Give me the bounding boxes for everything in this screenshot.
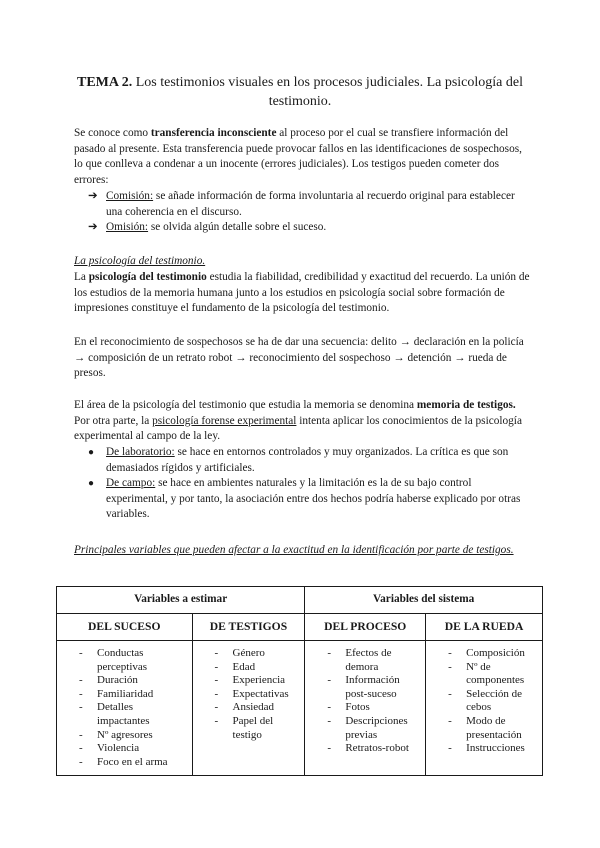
list-suceso	[57, 647, 188, 769]
cell-proceso	[305, 641, 426, 776]
dash-marker: -	[79, 742, 83, 755]
cell-rueda	[426, 641, 543, 776]
table-item-text: Familiaridad	[97, 687, 154, 700]
p3-term-bold: memoria de testigos.	[416, 399, 516, 411]
table-list-item	[57, 756, 188, 770]
dash-marker: -	[79, 674, 83, 687]
paragraph-memoria-testigos	[74, 398, 530, 445]
title-text: Los testimonios visuales en los procesos judiciales. La psicología del testimonio.	[135, 75, 523, 109]
table-list-item	[426, 661, 538, 688]
p1-text-pre: La	[74, 271, 89, 283]
p3-text-mid: Por otra parte, la	[74, 414, 153, 427]
table-item-text: Experiencia	[232, 674, 286, 687]
table-list-item	[305, 742, 421, 756]
table-list-item	[193, 647, 301, 661]
dash-marker: -	[214, 660, 219, 673]
table-item-text: Nº agresores	[97, 728, 153, 741]
group-header-estimar: Variables a estimar	[57, 587, 305, 614]
table-list-item	[426, 688, 538, 715]
p3-term-underline: psicología forense experimental	[152, 414, 297, 427]
table-list-item	[57, 674, 188, 688]
list-item-omision	[88, 220, 528, 236]
table-list-item	[57, 701, 188, 728]
table-item-text: Selección de cebos	[466, 687, 523, 714]
paragraph-psicologia-testimonio	[74, 270, 530, 317]
table-item-text: Composición	[466, 647, 525, 659]
dash-marker: -	[448, 742, 452, 755]
bullet-icon: ●	[88, 447, 95, 458]
p1-text-post: estudia la fiabilidad, credibilidad y exactitud del recuerdo. La unión de los estudios de la memoria humana junto a los estudios en psicología social sobre formación de impresiones constituye el fundamento de la psicología del testimonio.	[74, 271, 530, 315]
group-header-sistema: Variables del sistema	[305, 587, 543, 614]
table-list-item	[426, 715, 538, 742]
arrow-icon: ➔	[88, 190, 98, 202]
dash-marker: -	[448, 687, 452, 700]
dash-marker: -	[79, 701, 83, 714]
intro-text-post: al proceso por el cual se transfiere información del pasado al presente. Esta transferencia puede provocar fallos en las identificaciones de sospechosos, lo que conlleva a condenar a un inocente (errores judiciales). Los testigos pueden cometer dos errores:	[74, 127, 522, 186]
table-item-text: Nº de componentes	[466, 660, 525, 687]
dash-marker: -	[79, 647, 83, 659]
dash-marker: -	[214, 647, 219, 659]
intro-paragraph	[74, 126, 530, 188]
paragraph-secuencia: En el reconocimiento de sospechosos se ha de dar una secuencia: delito → declaración en la policía → composición de un retrato robot → reconocimiento del sospechoso → detención → rueda de presos.	[74, 336, 524, 380]
table-list-item	[193, 688, 301, 702]
dash-marker: -	[448, 660, 452, 673]
intro-term-bold: transferencia inconsciente	[150, 127, 277, 139]
variables-table	[56, 586, 543, 776]
table-list-item	[193, 661, 301, 675]
table-list-item	[305, 647, 421, 674]
list-item-campo	[88, 476, 528, 523]
table-item-text: Foco en el arma	[97, 755, 168, 768]
table-item-text: Conductas perceptivas	[97, 647, 148, 673]
table-item-text: Detalles impactantes	[97, 701, 150, 727]
column-header-proceso: DEL PROCESO	[305, 614, 426, 641]
table-list-item	[305, 674, 421, 701]
table-item-text: Modo de presentación	[466, 714, 522, 741]
term-campo: De campo:	[106, 477, 156, 490]
table-item-text: Edad	[232, 660, 256, 673]
table-list-item	[57, 729, 188, 743]
p3-text-post: intenta aplicar los conocimientos de la psicología experimental al campo de la ley.	[74, 414, 522, 443]
table-item-text: Retratos-robot	[345, 742, 409, 755]
table-item-text: Violencia	[97, 742, 140, 755]
text-omision: se olvida algún detalle sobre el suceso.	[148, 221, 327, 234]
studies-list	[88, 445, 528, 523]
text-campo: se hace en ambientes naturales y la limitación es la de su bajo control experimental, y por tanto, la asociación entre dos hechos podría haberse explicado por otras variables.	[106, 477, 521, 521]
table-item-text: Ansiedad	[232, 701, 275, 714]
table-list-item	[193, 715, 301, 742]
list-item-comision	[88, 189, 528, 220]
dash-marker: -	[448, 714, 452, 727]
table-item-text: Género	[232, 647, 265, 659]
cell-suceso	[57, 641, 193, 776]
table-item-text: Duración	[97, 674, 138, 687]
dash-marker: -	[327, 674, 332, 687]
section-heading-psicologia: La psicología del testimonio.	[74, 255, 206, 267]
table-list-item	[57, 688, 188, 702]
dash-marker: -	[327, 742, 332, 755]
table-item-text: Papel del testigo	[232, 714, 274, 741]
title-number: TEMA 2.	[77, 75, 133, 90]
dash-marker: -	[79, 687, 83, 700]
dash-marker: -	[214, 687, 219, 700]
dash-marker: -	[214, 714, 219, 727]
table-list-item	[426, 647, 538, 661]
table-list-item	[57, 647, 188, 674]
table-item-text: Descripciones previas	[345, 714, 408, 741]
arrow-icon: ➔	[88, 221, 98, 234]
bullet-icon: ●	[88, 478, 95, 490]
list-rueda	[426, 647, 538, 756]
dash-marker: -	[214, 701, 219, 714]
p3-text-pre: El área de la psicología del testimonio que estudia la memoria se denomina	[74, 399, 417, 411]
errors-list	[88, 189, 528, 236]
term-laboratorio: De laboratorio:	[106, 446, 175, 458]
intro-text-pre: Se conoce como	[74, 127, 151, 139]
table-list-item	[305, 715, 421, 742]
page-title	[60, 73, 540, 111]
p1-term-bold: psicología del testimonio	[88, 271, 207, 283]
table-list-item	[193, 701, 301, 715]
text-comision: se añade información de forma involuntaria al recuerdo original para establecer una coherencia en el discurso.	[106, 190, 515, 218]
table-list-item	[193, 674, 301, 688]
section-heading-variables: Principales variables que pueden afectar a la exactitud en la identificación por parte de testigos.	[74, 544, 514, 556]
dash-marker: -	[327, 714, 332, 727]
column-header-rueda: DE LA RUEDA	[426, 614, 543, 641]
table-list-item	[426, 742, 538, 756]
list-proceso	[305, 647, 421, 756]
dash-marker: -	[79, 755, 83, 768]
text-laboratorio: se hace en entornos controlados y muy organizados. La crítica es que son demasiados rígidos y artificiales.	[106, 446, 509, 474]
table-list-item	[57, 742, 188, 756]
column-header-testigos: DE TESTIGOS	[192, 614, 305, 641]
table-item-text: Efectos de demora	[345, 647, 392, 673]
table-list-item	[305, 701, 421, 715]
table-item-text: Instrucciones	[466, 742, 525, 755]
table-item-text: Información post-suceso	[345, 674, 400, 700]
term-omision: Omisión:	[106, 221, 149, 234]
table-item-text: Fotos	[345, 701, 370, 714]
term-comision: Comisión:	[106, 190, 154, 202]
list-item-laboratorio	[88, 445, 528, 476]
list-testigos	[193, 647, 301, 742]
cell-testigos	[192, 641, 305, 776]
dash-marker: -	[214, 674, 219, 687]
dash-marker: -	[448, 647, 452, 659]
dash-marker: -	[327, 647, 332, 659]
column-header-suceso: DEL SUCESO	[57, 614, 193, 641]
dash-marker: -	[327, 701, 332, 714]
table-item-text: Expectativas	[232, 687, 289, 700]
dash-marker: -	[79, 728, 83, 741]
